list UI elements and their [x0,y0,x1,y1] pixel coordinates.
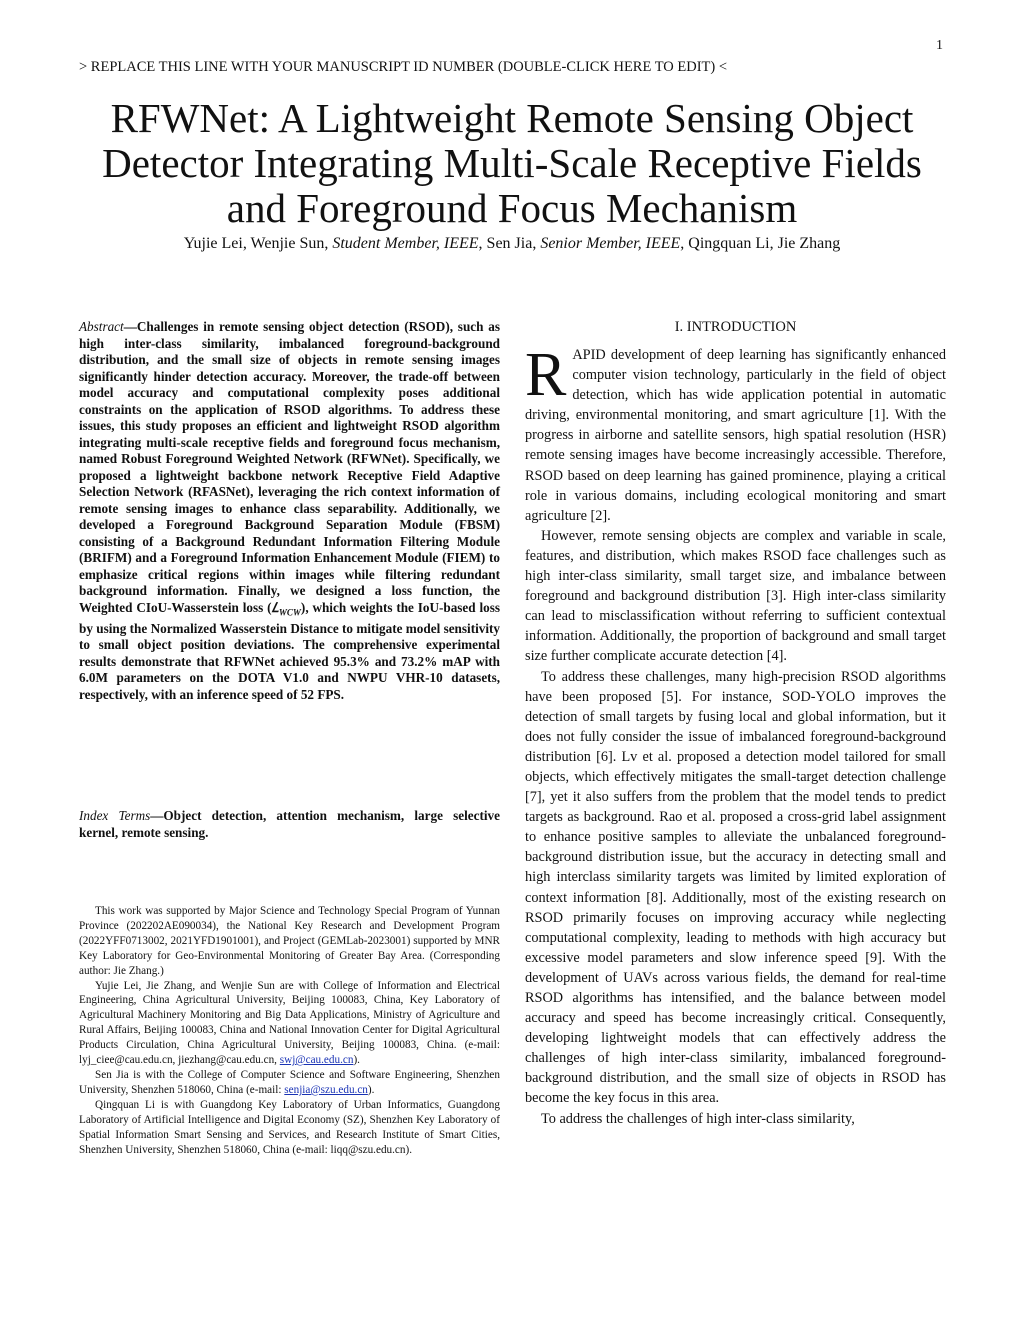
intro-paragraph-2: However, remote sensing objects are complex and variable in scale, features, and distribution, which makes RSOD face challenges such as high inter-class similarity, small target size, and imbalance between foreground and background distribution [3]. High inter-class similarity can lead to misclassification without referring to sufficient contextual information. Additionally, the proportion of background and small target size further complicate accurate detection [4]. [525,527,946,665]
manuscript-id-header[interactable]: > REPLACE THIS LINE WITH YOUR MANUSCRIPT ID NUMBER (DOUBLE-CLICK HERE TO EDIT) < [79,59,728,75]
email-link-senjia[interactable]: senjia@szu.edu.cn [284,1083,368,1096]
paper-title [40,96,984,231]
affiliation-note-1 [79,979,500,1068]
authors-part-3: , Qingquan Li, Jie Zhang [680,235,841,252]
authors-part-2: , Sen Jia, [478,235,541,252]
funding-note: This work was supported by Major Science and Technology Special Program of Yunnan Province (202202AE090034), the National Key Research and Development Program (2022YFF0713002, 2021YFD1901001), and Project (GEMLab-2023001) supported by MNR Key Laboratory for Geo-Environmental Monitoring of Greater Bay Area. (Corresponding author: Jie Zhang.) [79,905,500,977]
footnotes [79,904,500,1157]
introduction-body [525,341,946,1129]
abstract-dash: — [123,319,137,334]
author-line [40,235,984,253]
index-terms-label: Index Terms [79,808,151,823]
abstract [79,319,500,703]
author-role-2: Senior Member, IEEE [540,235,681,252]
affiliation-1-text: Yujie Lei, Jie Zhang, and Wenjie Sun are with College of Information and Electrical Engineering, China Agricultural University, Beijing 100083, China, Key Laboratory of Agricultural Machinery Monitoring and Big Data Applications, Ministry of Agriculture and Rural Affairs, Beijing 100083, China and National Innovation Center for Digital Agricultural Products Circulation, China Agricultural University, Beijing 100083, China. (e-mail: lyj_ciee@cau.edu.cn, jiezhang@cau.edu.cn, [79,979,500,1067]
abstract-text-1: Challenges in remote sensing object detection (RSOD), such as high inter-class similarity, imbalanced foreground-background distribution, and the small size of objects in remote sensing images significantly hinder detection accuracy. Moreover, the trade-off between model accuracy and computational complexity poses additional constraints on the application of RSOD algorithms. To address these issues, this study proposes an efficient and lightweight RSOD algorithm integrating multi-scale receptive fields and foreground focus mechanism, named Robust Foreground Weighted Network (RFWNet). Specifically, we proposed a lightweight backbone network Receptive Field Adaptive Selection Network (RFASNet), leveraging the rich context information of remote sensing images to enhance class separability. Additionally, we developed a Foreground Background Separation Module (FBSM) consisting of a Background Redundant Information Filtering Module (BRIFM) and a Foreground Information Enhancement Module (FIEM) to emphasize critical regions within images while filtering redundant background information. Finally, we designed a loss function, the Weighted CIoU-Wasserstein loss ( [79,319,500,615]
intro-paragraph-1 [525,341,946,526]
abstract-label: Abstract [79,319,124,334]
drop-cap: R [525,341,567,409]
intro-paragraph-1-text: APID development of deep learning has significantly enhanced computer vision technology, particularly in the field of object detection, which has wide application potential in automatic driving, environmental monitoring, and smart agriculture [1]. With the progress in airborne and satellite sensors, high spatial resolution (HSR) remote sensing images have become increasingly accessible. Therefore, RSOD based on deep learning has gained prominence, playing a critical role in various domains, including ecological monitoring and smart agriculture [2]. [525,347,946,524]
email-link-swj[interactable]: swj@cau.edu.cn [279,1054,354,1067]
loss-symbol-subscript: WCW [278,607,301,618]
index-terms-dash: — [150,808,164,823]
abstract-text-2: ), which weights the IoU-based loss by using the Normalized Wasserstein Distance to mitigate model sensitivity to small object position deviations. The comprehensive experimental results demonstrate that RFWNet achieved 95.3% and 73.2% mAP with 6.0M parameters on the DOTA V1.0 and NWPU VHR-10 datasets, respectively, with an inference speed of 52 FPS. [79,599,500,702]
affiliation-note-2 [79,1068,500,1098]
intro-paragraph-3: To address these challenges, many high-precision RSOD algorithms have been proposed [5]. For instance, SOD-YOLO improves the detection of small targets by fusing local and global information, but it does not fully consider the issue of imbalanced foreground-background distribution [6]. Lv et al. proposed a detection model tailored for small objects, which effectively mitigates the small-target detection challenge [7], yet it also suffers from the problem that the model tends to predict targets as background. Rao et al. proposed a cross-grid label assignment to enhance positive samples to alleviate the unbalanced foreground-background distribution issue, but the accuracy in detecting small and high interclass similarity targets was limited by limited exploration of context information [8]. Additionally, most of the existing research on RSOD primarily focuses on improving accuracy while neglecting computational complexity, leading to methods with high accuracy but excessive model parameters and slow inference speed [9]. With the development of UAVs across various fields, the demand for real-time RSOD algorithms has intensified, and the balance between model accuracy and speed has become increasingly critical. Consequently, developing lightweight models that can effectively address the challenges of high inter-class similarity, imbalanced foreground-background distribution, and the small size of objects in RSOD has become the key focus in this area. [525,668,946,1107]
page-number: 1 [936,38,943,53]
section-heading-introduction: I. INTRODUCTION [674,319,797,335]
title-line-3: and Foreground Focus Mechanism [226,185,798,231]
title-line-2: Detector Integrating Multi-Scale Receptive Fields [102,140,922,186]
affiliation-1-end: ). [353,1054,360,1067]
affiliation-2-end: ). [367,1083,375,1096]
index-terms-text: Object detection, attention mechanism, large selective kernel, remote sensing. [79,808,500,840]
title-line-1: RFWNet: A Lightweight Remote Sensing Object [110,95,914,141]
affiliation-2-text: Sen Jia is with the College of Computer Science and Software Engineering, Shenzhen University, Shenzhen 518060, China (e-mail: [79,1068,500,1096]
intro-paragraph-4: To address the challenges of high inter-class similarity, [541,1110,855,1127]
index-terms [79,808,500,841]
loss-symbol: 𝐿$_{WCW}$ [271,599,301,618]
authors-part-1: Yujie Lei, Wenjie Sun, [183,235,333,252]
affiliation-note-3: Qingquan Li is with Guangdong Key Laboratory of Urban Informatics, Guangdong Laboratory of Artificial Intelligence and Digital Economy (SZ), Shenzhen Key Laboratory of Spatial Information Smart Sensing and Services, and Research Institute of Smart Cities, Shenzhen University, Shenzhen 518060, China (e-mail: liqq@szu.edu.cn). [79,1098,500,1156]
author-role-1: Student Member, IEEE [332,235,479,252]
